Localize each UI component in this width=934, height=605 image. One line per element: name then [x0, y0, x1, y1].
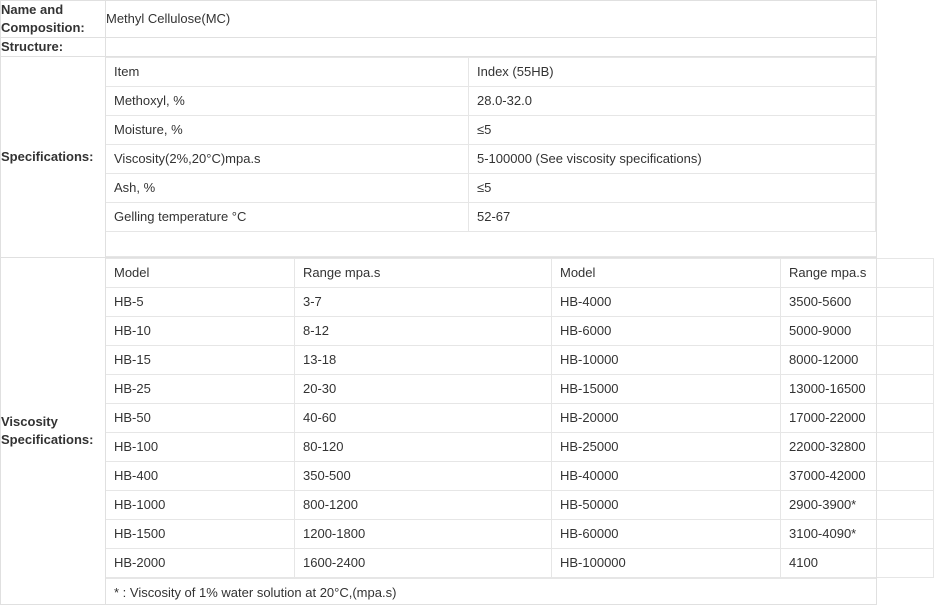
specifications-value [106, 57, 877, 258]
table-row [106, 145, 876, 174]
model-cell: HB-50 [106, 404, 295, 433]
range-cell: 80-120 [295, 433, 552, 462]
table-row [106, 346, 934, 375]
name-composition-label: Name and Composition: [1, 1, 106, 38]
range-cell: 2900-3900* [781, 491, 934, 520]
range-cell: 13000-16500 [781, 375, 934, 404]
row-name-composition [1, 1, 877, 38]
structure-label: Structure: [1, 38, 106, 57]
spacer-cell [469, 232, 876, 257]
table-row [106, 203, 876, 232]
model-cell: HB-4000 [552, 288, 781, 317]
table-header-row [106, 259, 934, 288]
viscosity-specifications-label: Viscosity Specifications: [1, 258, 106, 605]
model-cell: HB-10000 [552, 346, 781, 375]
row-structure [1, 38, 877, 57]
range-cell: 3500-5600 [781, 288, 934, 317]
model-cell: HB-1000 [106, 491, 295, 520]
range-cell: 20-30 [295, 375, 552, 404]
model-cell: HB-25 [106, 375, 295, 404]
range-cell: 37000-42000 [781, 462, 934, 491]
model-cell: HB-50000 [552, 491, 781, 520]
spec-name: Ash, % [106, 174, 469, 203]
spec-value: ≤5 [469, 174, 876, 203]
model-cell: HB-60000 [552, 520, 781, 549]
viscosity-specifications-value [106, 258, 877, 605]
table-row [106, 375, 934, 404]
column-header-index: Index (55HB) [469, 58, 876, 87]
spec-value: 52-67 [469, 203, 876, 232]
spec-value: 28.0-32.0 [469, 87, 876, 116]
table-spacer-row [106, 232, 876, 257]
range-cell: 17000-22000 [781, 404, 934, 433]
table-row [106, 116, 876, 145]
table-row [106, 288, 934, 317]
model-cell: HB-100 [106, 433, 295, 462]
range-cell: 22000-32800 [781, 433, 934, 462]
range-cell: 5000-9000 [781, 317, 934, 346]
table-row [106, 87, 876, 116]
column-header-model-2: Model [552, 259, 781, 288]
specifications-table [106, 57, 876, 257]
range-cell: 8-12 [295, 317, 552, 346]
name-composition-value: Methyl Cellulose(MC) [106, 1, 877, 38]
table-row [106, 549, 934, 578]
column-header-model-1: Model [106, 259, 295, 288]
structure-value [106, 38, 877, 57]
table-row [106, 491, 934, 520]
model-cell: HB-6000 [552, 317, 781, 346]
range-cell: 13-18 [295, 346, 552, 375]
specifications-label: Specifications: [1, 57, 106, 258]
table-row [106, 433, 934, 462]
range-cell: 3100-4090* [781, 520, 934, 549]
row-viscosity-specifications [1, 258, 877, 605]
table-row [106, 462, 934, 491]
range-cell: 350-500 [295, 462, 552, 491]
model-cell: HB-1500 [106, 520, 295, 549]
viscosity-footnote: * : Viscosity of 1% water solution at 20°C,(mpa.s) [106, 578, 876, 604]
model-cell: HB-40000 [552, 462, 781, 491]
model-cell: HB-10 [106, 317, 295, 346]
viscosity-table [106, 258, 934, 578]
model-cell: HB-15 [106, 346, 295, 375]
table-header-row [106, 58, 876, 87]
model-cell: HB-15000 [552, 375, 781, 404]
table-row [106, 317, 934, 346]
column-header-range-2: Range mpa.s [781, 259, 934, 288]
spec-name: Gelling temperature °C [106, 203, 469, 232]
range-cell: 1200-1800 [295, 520, 552, 549]
model-cell: HB-25000 [552, 433, 781, 462]
range-cell: 800-1200 [295, 491, 552, 520]
model-cell: HB-20000 [552, 404, 781, 433]
range-cell: 40-60 [295, 404, 552, 433]
table-row [106, 404, 934, 433]
spec-name: Viscosity(2%,20°C)mpa.s [106, 145, 469, 174]
spec-name: Moisture, % [106, 116, 469, 145]
range-cell: 1600-2400 [295, 549, 552, 578]
column-header-item: Item [106, 58, 469, 87]
spec-value: 5-100000 (See viscosity specifications) [469, 145, 876, 174]
table-row [106, 520, 934, 549]
model-cell: HB-400 [106, 462, 295, 491]
spec-value: ≤5 [469, 116, 876, 145]
range-cell: 3-7 [295, 288, 552, 317]
model-cell: HB-100000 [552, 549, 781, 578]
range-cell: 4100 [781, 549, 934, 578]
row-specifications [1, 57, 877, 258]
model-cell: HB-2000 [106, 549, 295, 578]
table-row [106, 174, 876, 203]
range-cell: 8000-12000 [781, 346, 934, 375]
spec-name: Methoxyl, % [106, 87, 469, 116]
column-header-range-1: Range mpa.s [295, 259, 552, 288]
spacer-cell [106, 232, 469, 257]
model-cell: HB-5 [106, 288, 295, 317]
